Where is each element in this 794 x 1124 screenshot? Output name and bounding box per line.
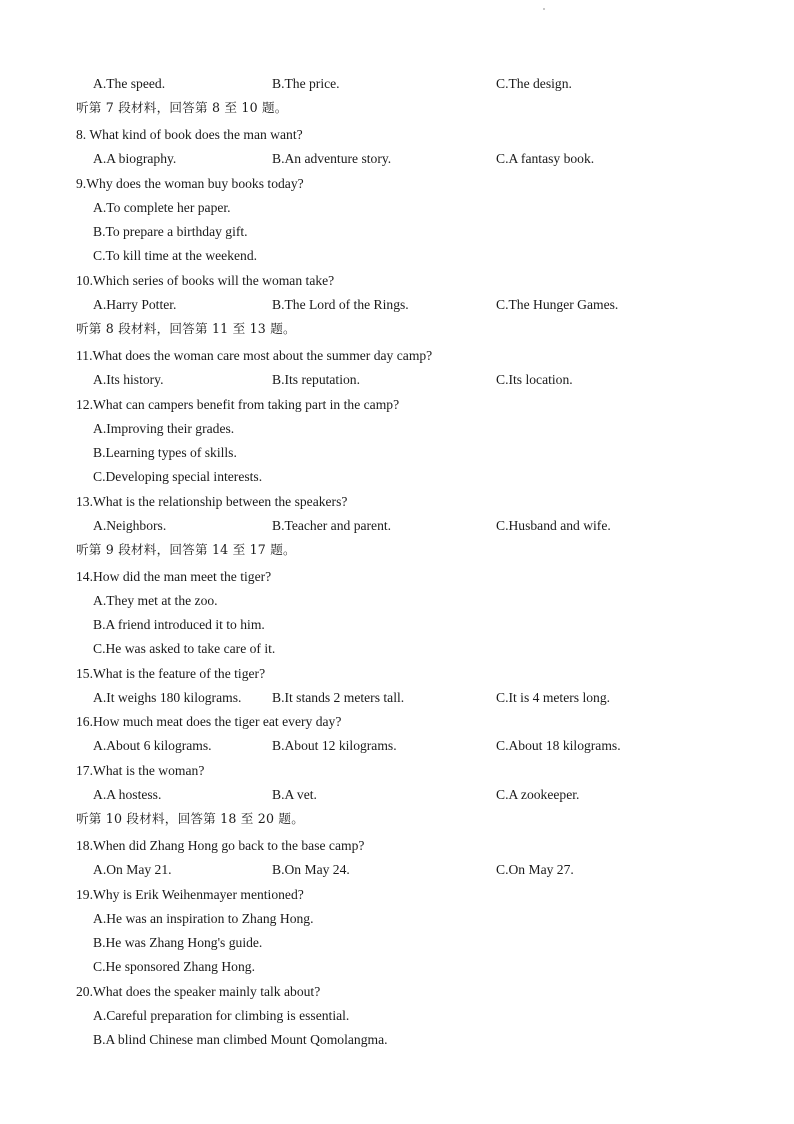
option-b: B.The price. — [272, 76, 340, 91]
question-text: 20.What does the speaker mainly talk about? — [76, 984, 321, 999]
section-instruction: 听第 10 段材料，回答第 18 至 20 题。 — [76, 811, 305, 826]
option-c: C.A fantasy book. — [496, 151, 595, 166]
question-12 — [0, 395, 794, 415]
option-a: A.About 6 kilograms. — [93, 738, 212, 753]
option-c: C.He was asked to take care of it. — [93, 641, 276, 656]
question-text: 9.Why does the woman buy books today? — [76, 176, 304, 191]
option-a: A.Careful preparation for climbing is essential. — [93, 1008, 350, 1023]
option-row — [0, 933, 794, 953]
option-a: A.To complete her paper. — [93, 200, 231, 215]
option-b: B.About 12 kilograms. — [272, 738, 397, 753]
option-b: B.An adventure story. — [272, 151, 392, 166]
option-row — [0, 198, 794, 218]
option-a: A.Neighbors. — [93, 518, 167, 533]
option-row — [0, 419, 794, 439]
option-row — [0, 639, 794, 659]
option-c: C.Husband and wife. — [496, 518, 611, 533]
option-a: A.A biography. — [93, 151, 177, 166]
section-instruction: 听第 8 段材料，回答第 11 至 13 题。 — [76, 321, 296, 336]
section-instruction: 听第 9 段材料，回答第 14 至 17 题。 — [76, 542, 296, 557]
option-row — [0, 688, 794, 708]
question-9 — [0, 174, 794, 194]
option-c: C.About 18 kilograms. — [496, 738, 621, 753]
option-b: B.The Lord of the Rings. — [272, 297, 409, 312]
option-c: C.Developing special interests. — [93, 469, 263, 484]
section-instruction: 听第 7 段材料，回答第 8 至 10 题。 — [76, 100, 288, 115]
question-text: 14.How did the man meet the tiger? — [76, 569, 272, 584]
option-row — [0, 736, 794, 756]
option-a: A.Improving their grades. — [93, 421, 235, 436]
option-row — [0, 957, 794, 977]
question-text: 11.What does the woman care most about the summer day camp? — [76, 348, 433, 363]
option-b: B.To prepare a birthday gift. — [93, 224, 248, 239]
option-b: B.A blind Chinese man climbed Mount Qomolangma. — [93, 1032, 388, 1047]
option-a: A.He was an inspiration to Zhang Hong. — [93, 911, 314, 926]
question-text: 12.What can campers benefit from taking part in the camp? — [76, 397, 400, 412]
question-19 — [0, 885, 794, 905]
option-row — [0, 615, 794, 635]
option-row — [0, 295, 794, 315]
option-b: B.It stands 2 meters tall. — [272, 690, 405, 705]
question-15 — [0, 664, 794, 684]
option-b: B.Teacher and parent. — [272, 518, 392, 533]
question-text: 17.What is the woman? — [76, 763, 205, 778]
option-row — [0, 860, 794, 880]
option-row — [0, 516, 794, 536]
option-b: B.He was Zhang Hong's guide. — [93, 935, 263, 950]
option-row — [0, 785, 794, 805]
question-14 — [0, 567, 794, 587]
option-row — [0, 1030, 794, 1050]
option-row — [0, 591, 794, 611]
option-c: C.On May 27. — [496, 862, 574, 877]
question-text: 16.How much meat does the tiger eat every day? — [76, 714, 342, 729]
question-text: 19.Why is Erik Weihenmayer mentioned? — [76, 887, 304, 902]
option-a: A.They met at the zoo. — [93, 593, 218, 608]
option-c: C.The Hunger Games. — [496, 297, 619, 312]
option-a: A.Its history. — [93, 372, 164, 387]
option-c: C.To kill time at the weekend. — [93, 248, 258, 263]
option-row — [0, 149, 794, 169]
question-10 — [0, 271, 794, 291]
option-row — [0, 246, 794, 266]
question-text: 15.What is the feature of the tiger? — [76, 666, 266, 681]
option-a: A.A hostess. — [93, 787, 162, 802]
option-row — [0, 222, 794, 242]
option-row — [0, 443, 794, 463]
option-row — [0, 1006, 794, 1026]
question-11 — [0, 346, 794, 366]
question-16 — [0, 712, 794, 732]
option-b: B.A friend introduced it to him. — [93, 617, 265, 632]
option-row — [0, 909, 794, 929]
question-text: 18.When did Zhang Hong go back to the base camp? — [76, 838, 365, 853]
question-8 — [0, 125, 794, 145]
option-b: B.Its reputation. — [272, 372, 360, 387]
option-a: A.Harry Potter. — [93, 297, 177, 312]
option-c: C.The design. — [496, 76, 572, 91]
option-a: A.On May 21. — [93, 862, 172, 877]
question-text: 10.Which series of books will the woman take? — [76, 273, 335, 288]
option-c: C.It is 4 meters long. — [496, 690, 611, 705]
option-row — [0, 74, 794, 94]
question-18 — [0, 836, 794, 856]
option-row — [0, 370, 794, 390]
question-17 — [0, 761, 794, 781]
option-b: B.A vet. — [272, 787, 317, 802]
option-b: B.On May 24. — [272, 862, 350, 877]
scan-speck — [543, 8, 545, 10]
option-c: C.Its location. — [496, 372, 573, 387]
option-c: C.A zookeeper. — [496, 787, 580, 802]
question-text: 8. What kind of book does the man want? — [76, 127, 303, 142]
question-13 — [0, 492, 794, 512]
option-b: B.Learning types of skills. — [93, 445, 237, 460]
option-a: A.It weighs 180 kilograms. — [93, 690, 242, 705]
question-text: 13.What is the relationship between the speakers? — [76, 494, 348, 509]
question-20 — [0, 982, 794, 1002]
option-c: C.He sponsored Zhang Hong. — [93, 959, 255, 974]
option-row — [0, 467, 794, 487]
option-a: A.The speed. — [93, 76, 166, 91]
